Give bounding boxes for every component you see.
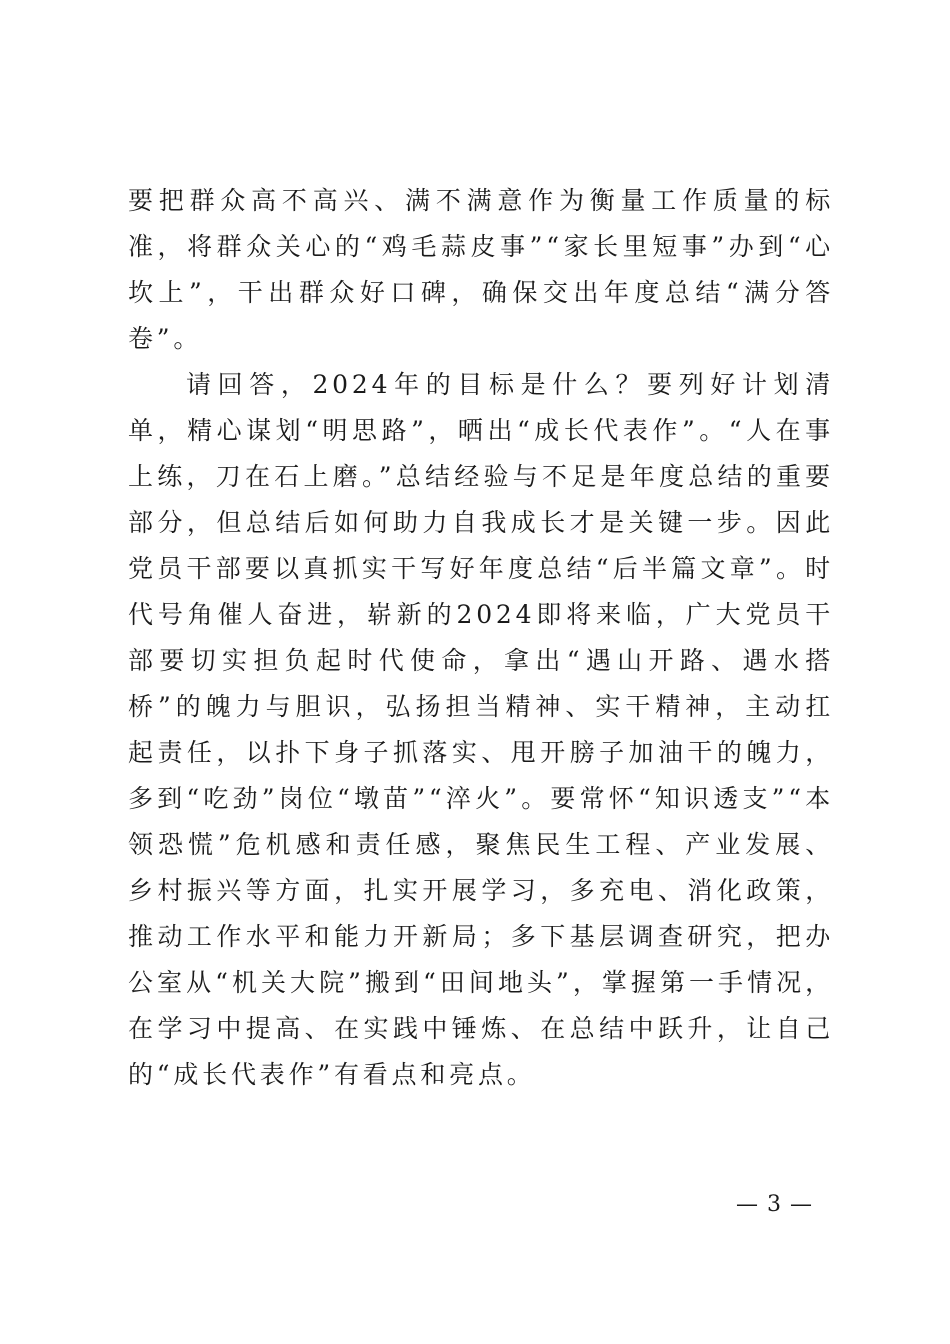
paragraph-goals: 请回答，2024年的目标是什么？要列好计划清单，精心谋划“明思路”，晒出“成长代表作”。“人在事上练，刀在石上磨。”总结经验与不足是年度总结的重要部分，但总结后如何助力自我成长才是关键一步。因此党员干部要以真抓实干写好年度总结“后半篇文章”。时代号角催人奋进，崭新的2024即将来临，广大党员干部要切实担负起时代使命，拿出“遇山开路、遇水搭桥”的魄力与胆识，弘扬担当精神、实干精神，主动扛起责任，以扑下身子抓落实、甩开膀子加油干的魄力，多到“吃劲”岗位“墩苗”“淬火”。要常怀“知识透支”“本领恐慌”危机感和责任感，聚焦民生工程、产业发展、乡村振兴等方面，扎实开展学习，多充电、消化政策，推动工作水平和能力开新局；多下基层调查研究，把办公室从“机关大院”搬到“田间地头”，掌握第一手情况，在学习中提高、在实践中锤炼、在总结中跃升，让自己的“成长代表作”有看点和亮点。 [128,370,834,1089]
paragraph-continued: 要把群众高不高兴、满不满意作为衡量工作质量的标准，将群众关心的“鸡毛蒜皮事”“家长里短事”办到“心坎上”，干出群众好口碑，确保交出年度总结“满分答卷”。 [128,186,834,353]
page-number: — 3 — [736,1192,813,1217]
body-text [128,178,834,1098]
